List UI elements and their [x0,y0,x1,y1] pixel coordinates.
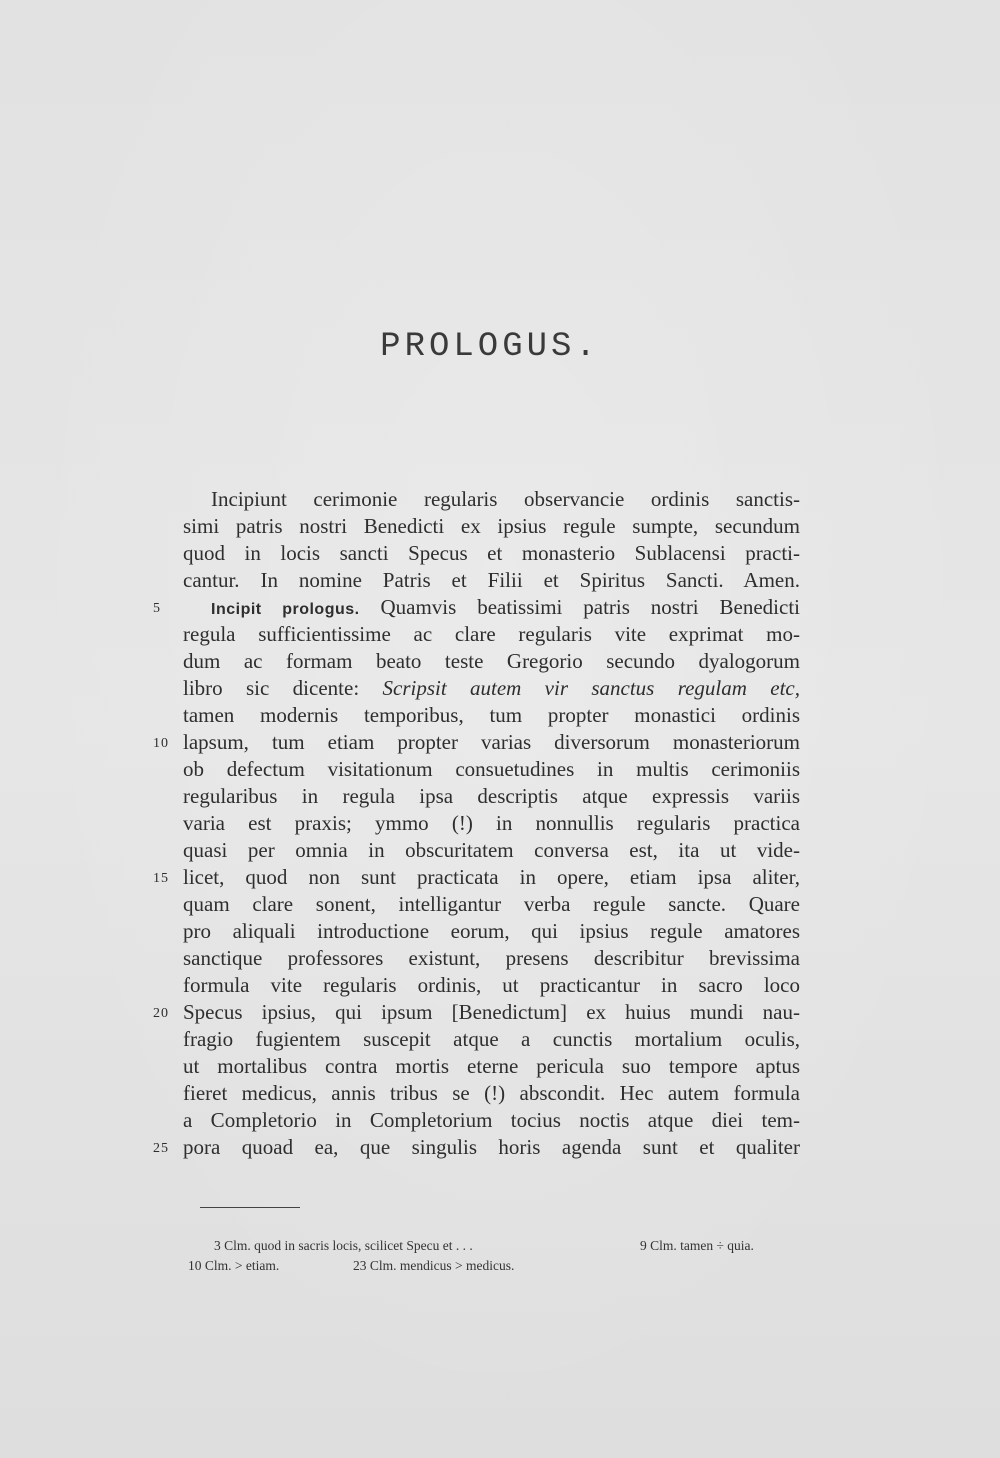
text-line [183,1080,800,1107]
line-content: simi patris nostri Benedicti ex ipsius regule sumpte, secundum [183,514,800,538]
text-line [183,513,800,540]
line-content: tamen modernis temporibus, tum propter monastici ordinis [183,703,800,727]
line-content: pora quoad ea, que singulis horis agenda sunt et qualiter [183,1135,800,1159]
line-content: licet, quod non sunt practicata in opere, etiam ipsa aliter, [183,865,800,889]
text-line [183,783,800,810]
text-line [183,1053,800,1080]
text-line [183,621,800,648]
footnote-divider [200,1207,300,1208]
text-line [183,972,800,999]
footnote: 10 Clm. > etiam. [188,1258,280,1273]
line-content: lapsum, tum etiam propter varias diversorum monasteriorum [183,730,800,754]
text-line [183,918,800,945]
line-number: 25 [153,1141,169,1156]
line-text: libro sic dicente: [183,676,383,700]
line-content: a Completorio in Completorium tocius noctis atque diei tem- [183,1108,800,1132]
line-text: Quamvis beatissimi patris nostri Benedicti [359,595,801,619]
text-line [183,486,800,513]
line-content: fragio fugientem suscepit atque a cunctis mortalium oculis, [183,1027,800,1051]
footnote: 3 Clm. quod in sacris locis, scilicet Specu et . . . [214,1238,473,1253]
text-line [183,702,800,729]
line-number: 10 [153,736,169,751]
footnote: 23 Clm. mendicus > medicus. [353,1258,515,1273]
text-line [183,837,800,864]
text-line [153,1134,800,1161]
line-number: 5 [153,601,161,616]
text-line [153,594,801,621]
text-line [183,1107,800,1134]
line-content: quam clare sonent, intelligantur verba regule sancte. Quare [183,892,800,916]
line-content: cantur. In nomine Patris et Filii et Spiritus Sancti. Amen. [183,568,800,592]
text-line [183,648,800,675]
footnote-row [188,1236,808,1256]
line-content: Incipiunt cerimonie regularis observancie ordinis sanctis- [211,487,800,511]
line-content: sanctique professores existunt, presens describitur brevissima [183,946,800,970]
page-title: PROLOGUS. [380,328,600,366]
line-content: quasi per omnia in obscuritatem conversa est, ita ut vide- [183,838,800,862]
quotation: Scripsit autem vir sanctus regulam etc, [382,676,800,700]
text-line [183,891,800,918]
line-content: dum ac formam beato teste Gregorio secundo dyalogorum [183,649,800,673]
text-line [183,675,800,702]
line-content: formula vite regularis ordinis, ut practicantur in sacro loco [183,973,800,997]
main-text [153,486,801,1161]
line-number: 20 [153,1006,169,1021]
line-number: 15 [153,871,169,886]
line-content: ob defectum visitationum consuetudines in multis cerimoniis [183,757,800,781]
line-content: Specus ipsius, qui ipsum [Benedictum] ex huius mundi nau- [183,1000,800,1024]
line-content: regula sufficientissime ac clare regularis vite exprimat mo- [183,622,800,646]
footnote: 9 Clm. tamen ÷ quia. [640,1238,754,1253]
text-line [183,567,800,594]
text-line [153,729,800,756]
prologue-heading: Incipit prologus. [211,601,360,618]
text-line [183,810,800,837]
footnotes [188,1236,808,1276]
line-content [183,675,800,702]
line-content [211,594,800,623]
footnote-row [188,1256,808,1276]
line-content: fieret medicus, annis tribus se (!) abscondit. Hec autem formula [183,1081,800,1105]
text-line [183,1026,800,1053]
text-line [183,756,800,783]
line-content: varia est praxis; ymmo (!) in nonnullis regularis practica [183,811,800,835]
text-line [153,999,800,1026]
line-content: pro aliquali introductione eorum, qui ipsius regule amatores [183,919,800,943]
line-content: regularibus in regula ipsa descriptis atque expressis variis [183,784,800,808]
text-line [153,864,800,891]
line-content: quod in locis sancti Specus et monasterio Sublacensi practi- [183,541,800,565]
text-line [183,945,800,972]
line-content: ut mortalibus contra mortis eterne pericula suo tempore aptus [183,1054,800,1078]
text-line [183,540,800,567]
